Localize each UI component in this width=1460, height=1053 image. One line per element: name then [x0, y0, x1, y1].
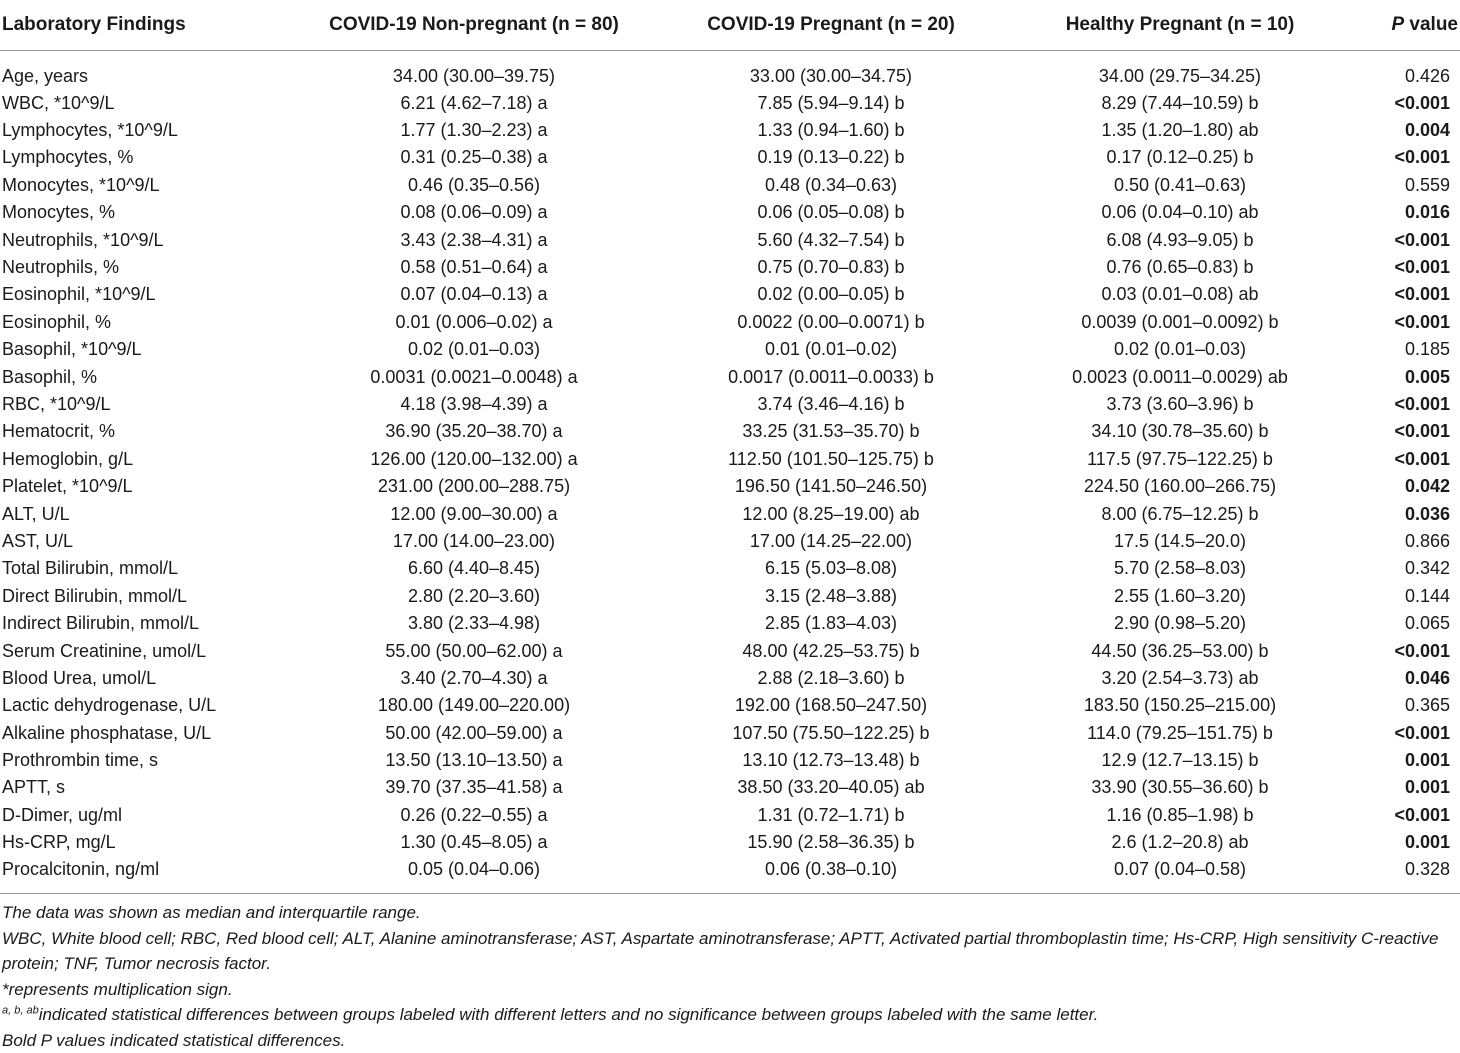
cell-covid-pregnant: 192.00 (168.50–247.50) [734, 695, 928, 716]
cell-covid-pregnant: 0.75 (0.70–0.83) b [757, 257, 905, 278]
table-row [0, 363, 1460, 390]
cell-p-value: <0.001 [1394, 229, 1450, 250]
row-label: Monocytes, % [2, 202, 116, 223]
cell-covid-nonpregnant: 1.77 (1.30–2.23) a [400, 120, 548, 141]
row-label: Indirect Bilirubin, mmol/L [2, 613, 200, 634]
cell-healthy-pregnant: 2.55 (1.60–3.20) [1113, 585, 1247, 606]
cell-p-value: <0.001 [1394, 804, 1450, 825]
cell-covid-pregnant: 0.01 (0.01–0.02) [764, 339, 898, 360]
cell-p-value: 0.342 [1404, 558, 1450, 579]
cell-covid-pregnant: 13.10 (12.73–13.48) b [742, 750, 920, 771]
cell-covid-pregnant: 1.31 (0.72–1.71) b [757, 804, 905, 825]
cell-p-value: <0.001 [1394, 393, 1450, 414]
row-label: Monocytes, *10^9/L [2, 174, 160, 195]
cell-covid-nonpregnant: 0.08 (0.06–0.09) a [400, 202, 548, 223]
row-label: Hematocrit, % [2, 421, 116, 442]
table-row [0, 747, 1460, 774]
row-label: Hs-CRP, mg/L [2, 832, 116, 853]
cell-healthy-pregnant: 0.50 (0.41–0.63) [1113, 174, 1247, 195]
row-label: RBC, *10^9/L [2, 393, 111, 414]
header-covid-nonpregnant: COVID-19 Non-pregnant (n = 80) [300, 0, 648, 50]
row-label: Basophil, % [2, 366, 98, 387]
table-row [0, 226, 1460, 253]
cell-covid-nonpregnant: 4.18 (3.98–4.39) a [400, 393, 548, 414]
footnote-letters-superscript: a, b, ab [2, 1004, 39, 1017]
cell-covid-pregnant: 0.0022 (0.00–0.0071) b [737, 311, 925, 332]
table-row [0, 144, 1460, 171]
cell-healthy-pregnant: 183.50 (150.25–215.00) [1083, 695, 1277, 716]
cell-p-value: <0.001 [1394, 92, 1450, 113]
cell-covid-nonpregnant: 0.58 (0.51–0.64) a [400, 257, 548, 278]
cell-covid-nonpregnant: 0.0031 (0.0021–0.0048) a [370, 366, 578, 387]
table-row [0, 391, 1460, 418]
row-label: Eosinophil, *10^9/L [2, 284, 156, 305]
cell-healthy-pregnant: 5.70 (2.58–8.03) [1113, 558, 1247, 579]
table-body [0, 50, 1460, 891]
table-row [0, 555, 1460, 582]
cell-healthy-pregnant: 3.73 (3.60–3.96) b [1106, 393, 1254, 414]
table-row [0, 528, 1460, 555]
table-row [0, 829, 1460, 856]
row-label: Basophil, *10^9/L [2, 339, 142, 360]
cell-healthy-pregnant: 3.20 (2.54–3.73) ab [1101, 667, 1259, 688]
table-row [0, 336, 1460, 363]
header-p-italic: P [1391, 13, 1405, 35]
cell-covid-pregnant: 0.06 (0.38–0.10) [764, 859, 898, 880]
cell-healthy-pregnant: 0.02 (0.01–0.03) [1113, 339, 1247, 360]
row-label: Alkaline phosphatase, U/L [2, 722, 212, 743]
cell-covid-nonpregnant: 0.46 (0.35–0.56) [407, 174, 541, 195]
row-label: Total Bilirubin, mmol/L [2, 558, 179, 579]
cell-covid-pregnant: 3.15 (2.48–3.88) [764, 585, 898, 606]
cell-covid-pregnant: 15.90 (2.58–36.35) b [747, 832, 915, 853]
table-row [0, 692, 1460, 719]
table-header-row [0, 0, 1460, 50]
cell-covid-pregnant: 2.85 (1.83–4.03) [764, 613, 898, 634]
cell-covid-nonpregnant: 180.00 (149.00–220.00) [377, 695, 571, 716]
cell-covid-pregnant: 38.50 (33.20–40.05) ab [737, 777, 925, 798]
footnote-abbreviations: WBC, White blood cell; RBC, Red blood cell; ALT, Alanine aminotransferase; AST, Aspartate aminotransferase; APTT, Activated partial thromboplastin time; Hs-CRP, High sensitivity C-reactive protein; TNF, Tumor necrosis factor. [2, 928, 1439, 974]
cell-p-value: 0.065 [1404, 613, 1450, 634]
footnote-asterisk: *represents multiplication sign. [2, 979, 233, 999]
cell-p-value: <0.001 [1394, 640, 1450, 661]
table-row [0, 856, 1460, 891]
cell-covid-nonpregnant: 3.43 (2.38–4.31) a [400, 229, 548, 250]
cell-covid-nonpregnant: 13.50 (13.10–13.50) a [385, 750, 563, 771]
cell-p-value: <0.001 [1394, 284, 1450, 305]
cell-p-value: 0.426 [1404, 65, 1450, 86]
footnote-median: The data was shown as median and interquartile range. [2, 903, 421, 923]
cell-healthy-pregnant: 2.90 (0.98–5.20) [1113, 613, 1247, 634]
header-p-value [1346, 0, 1460, 50]
cell-covid-nonpregnant: 39.70 (37.35–41.58) a [385, 777, 563, 798]
cell-p-value: 0.866 [1404, 530, 1450, 551]
cell-healthy-pregnant: 117.5 (97.75–122.25) b [1087, 448, 1273, 469]
cell-p-value: 0.144 [1404, 585, 1450, 606]
cell-p-value: 0.365 [1404, 695, 1450, 716]
header-p-rest: value [1404, 13, 1458, 35]
cell-p-value: 0.016 [1404, 202, 1450, 223]
cell-p-value: 0.036 [1404, 503, 1450, 524]
cell-covid-pregnant: 33.25 (31.53–35.70) b [742, 421, 920, 442]
cell-p-value: <0.001 [1394, 448, 1450, 469]
cell-covid-nonpregnant: 2.80 (2.20–3.60) [407, 585, 541, 606]
cell-healthy-pregnant: 17.5 (14.5–20.0) [1113, 530, 1247, 551]
cell-p-value: 0.046 [1404, 667, 1450, 688]
cell-p-value: 0.005 [1404, 366, 1450, 387]
cell-covid-nonpregnant: 0.05 (0.04–0.06) [407, 859, 541, 880]
row-label: Lymphocytes, *10^9/L [2, 120, 178, 141]
table-row [0, 117, 1460, 144]
row-label: Serum Creatinine, umol/L [2, 640, 207, 661]
cell-healthy-pregnant: 0.0023 (0.0011–0.0029) ab [1072, 366, 1288, 387]
table-row [0, 90, 1460, 117]
cell-p-value: 0.001 [1404, 832, 1450, 853]
table-row [0, 254, 1460, 281]
table-row [0, 637, 1460, 664]
cell-covid-nonpregnant: 3.40 (2.70–4.30) a [400, 667, 548, 688]
cell-covid-pregnant: 0.19 (0.13–0.22) b [757, 147, 905, 168]
header-laboratory-findings: Laboratory Findings [0, 0, 300, 50]
row-label: Hemoglobin, g/L [2, 448, 134, 469]
table-row [0, 802, 1460, 829]
cell-covid-nonpregnant: 6.21 (4.62–7.18) a [400, 92, 548, 113]
cell-p-value: 0.001 [1404, 777, 1450, 798]
cell-p-value: 0.001 [1404, 750, 1450, 771]
cell-covid-pregnant: 0.06 (0.05–0.08) b [757, 202, 905, 223]
cell-healthy-pregnant: 1.16 (0.85–1.98) b [1106, 804, 1254, 825]
cell-covid-nonpregnant: 0.01 (0.006–0.02) a [395, 311, 553, 332]
row-label: Blood Urea, umol/L [2, 667, 157, 688]
cell-covid-nonpregnant: 12.00 (9.00–30.00) a [390, 503, 558, 524]
table-row [0, 50, 1460, 90]
cell-covid-nonpregnant: 231.00 (200.00–288.75) [377, 476, 571, 497]
cell-healthy-pregnant: 8.29 (7.44–10.59) b [1101, 92, 1259, 113]
cell-healthy-pregnant: 114.0 (79.25–151.75) b [1087, 722, 1273, 743]
row-label: Neutrophils, % [2, 257, 120, 278]
cell-healthy-pregnant: 0.17 (0.12–0.25) b [1106, 147, 1254, 168]
cell-covid-nonpregnant: 0.07 (0.04–0.13) a [400, 284, 548, 305]
cell-covid-pregnant: 0.02 (0.00–0.05) b [757, 284, 905, 305]
cell-p-value: <0.001 [1394, 257, 1450, 278]
cell-covid-pregnant: 48.00 (42.25–53.75) b [742, 640, 920, 661]
cell-healthy-pregnant: 0.76 (0.65–0.83) b [1106, 257, 1254, 278]
table-row [0, 500, 1460, 527]
row-label: AST, U/L [2, 530, 74, 551]
cell-covid-pregnant: 112.50 (101.50–125.75) b [728, 448, 934, 469]
cell-covid-nonpregnant: 0.26 (0.22–0.55) a [400, 804, 548, 825]
cell-covid-pregnant: 33.00 (30.00–34.75) [749, 65, 913, 86]
footnote-bold: Bold P values indicated statistical differences. [2, 1030, 346, 1050]
table-bottom-rule [0, 893, 1460, 894]
table-row [0, 309, 1460, 336]
cell-healthy-pregnant: 0.03 (0.01–0.08) ab [1101, 284, 1259, 305]
cell-p-value: 0.185 [1404, 339, 1450, 360]
cell-healthy-pregnant: 12.9 (12.7–13.15) b [1101, 750, 1259, 771]
cell-p-value: 0.004 [1404, 120, 1450, 141]
table-row [0, 172, 1460, 199]
cell-covid-pregnant: 196.50 (141.50–246.50) [734, 476, 928, 497]
cell-covid-pregnant: 17.00 (14.25–22.00) [749, 530, 913, 551]
row-label: Neutrophils, *10^9/L [2, 229, 164, 250]
cell-healthy-pregnant: 33.90 (30.55–36.60) b [1091, 777, 1269, 798]
cell-covid-pregnant: 2.88 (2.18–3.60) b [757, 667, 905, 688]
cell-p-value: <0.001 [1394, 311, 1450, 332]
table-row [0, 473, 1460, 500]
row-label: Eosinophil, % [2, 311, 112, 332]
cell-covid-pregnant: 12.00 (8.25–19.00) ab [742, 503, 920, 524]
cell-covid-pregnant: 107.50 (75.50–122.25) b [732, 722, 930, 743]
cell-covid-pregnant: 6.15 (5.03–8.08) [764, 558, 898, 579]
cell-healthy-pregnant: 2.6 (1.2–20.8) ab [1111, 832, 1249, 853]
cell-healthy-pregnant: 34.10 (30.78–35.60) b [1091, 421, 1269, 442]
cell-covid-nonpregnant: 50.00 (42.00–59.00) a [385, 722, 563, 743]
cell-covid-pregnant: 0.0017 (0.0011–0.0033) b [728, 366, 934, 387]
cell-covid-nonpregnant: 34.00 (30.00–39.75) [392, 65, 556, 86]
row-label: APTT, s [2, 777, 66, 798]
row-label: D-Dimer, ug/ml [2, 804, 123, 825]
table-row [0, 583, 1460, 610]
cell-healthy-pregnant: 1.35 (1.20–1.80) ab [1101, 120, 1259, 141]
cell-covid-nonpregnant: 0.02 (0.01–0.03) [407, 339, 541, 360]
footnote-letters-text: indicated statistical differences between groups labeled with different letters and no significance between groups labeled with the same letter. [38, 1005, 1099, 1025]
footnote-letters [2, 1002, 1458, 1028]
row-label: Procalcitonin, ng/ml [2, 859, 160, 880]
cell-covid-pregnant: 3.74 (3.46–4.16) b [757, 393, 905, 414]
cell-covid-pregnant: 5.60 (4.32–7.54) b [757, 229, 905, 250]
row-label: Platelet, *10^9/L [2, 476, 133, 497]
table-row [0, 281, 1460, 308]
cell-healthy-pregnant: 0.07 (0.04–0.58) [1113, 859, 1247, 880]
cell-covid-nonpregnant: 17.00 (14.00–23.00) [392, 530, 556, 551]
cell-covid-nonpregnant: 0.31 (0.25–0.38) a [400, 147, 548, 168]
cell-healthy-pregnant: 224.50 (160.00–266.75) [1083, 476, 1277, 497]
row-label: Prothrombin time, s [2, 750, 159, 771]
header-healthy-pregnant: Healthy Pregnant (n = 10) [1014, 0, 1346, 50]
cell-covid-nonpregnant: 3.80 (2.33–4.98) [407, 613, 541, 634]
row-label: Lactic dehydrogenase, U/L [2, 695, 217, 716]
cell-healthy-pregnant: 6.08 (4.93–9.05) b [1106, 229, 1254, 250]
table-row [0, 446, 1460, 473]
cell-covid-nonpregnant: 126.00 (120.00–132.00) a [370, 448, 578, 469]
table-row [0, 719, 1460, 746]
cell-healthy-pregnant: 34.00 (29.75–34.25) [1098, 65, 1262, 86]
header-covid-pregnant: COVID-19 Pregnant (n = 20) [648, 0, 1014, 50]
cell-covid-pregnant: 0.48 (0.34–0.63) [764, 174, 898, 195]
row-label: Lymphocytes, % [2, 147, 134, 168]
table-row [0, 418, 1460, 445]
row-label: Direct Bilirubin, mmol/L [2, 585, 188, 606]
cell-covid-pregnant: 1.33 (0.94–1.60) b [757, 120, 905, 141]
row-label: WBC, *10^9/L [2, 92, 115, 113]
row-label: ALT, U/L [2, 503, 70, 524]
cell-p-value: <0.001 [1394, 421, 1450, 442]
table-footnotes [0, 900, 1458, 1053]
cell-covid-nonpregnant: 36.90 (35.20–38.70) a [385, 421, 563, 442]
table-row [0, 199, 1460, 226]
cell-healthy-pregnant: 8.00 (6.75–12.25) b [1101, 503, 1259, 524]
cell-p-value: <0.001 [1394, 722, 1450, 743]
cell-healthy-pregnant: 0.06 (0.04–0.10) ab [1101, 202, 1259, 223]
table-row [0, 610, 1460, 637]
cell-covid-nonpregnant: 55.00 (50.00–62.00) a [385, 640, 563, 661]
table-row [0, 774, 1460, 801]
cell-p-value: <0.001 [1394, 147, 1450, 168]
cell-covid-pregnant: 7.85 (5.94–9.14) b [757, 92, 905, 113]
table-row [0, 665, 1460, 692]
cell-healthy-pregnant: 0.0039 (0.001–0.0092) b [1081, 311, 1279, 332]
cell-p-value: 0.042 [1404, 476, 1450, 497]
row-label: Age, years [2, 65, 89, 86]
cell-healthy-pregnant: 44.50 (36.25–53.00) b [1091, 640, 1269, 661]
cell-p-value: 0.328 [1404, 859, 1450, 880]
cell-covid-nonpregnant: 1.30 (0.45–8.05) a [400, 832, 548, 853]
cell-p-value: 0.559 [1404, 174, 1450, 195]
cell-covid-nonpregnant: 6.60 (4.40–8.45) [407, 558, 541, 579]
